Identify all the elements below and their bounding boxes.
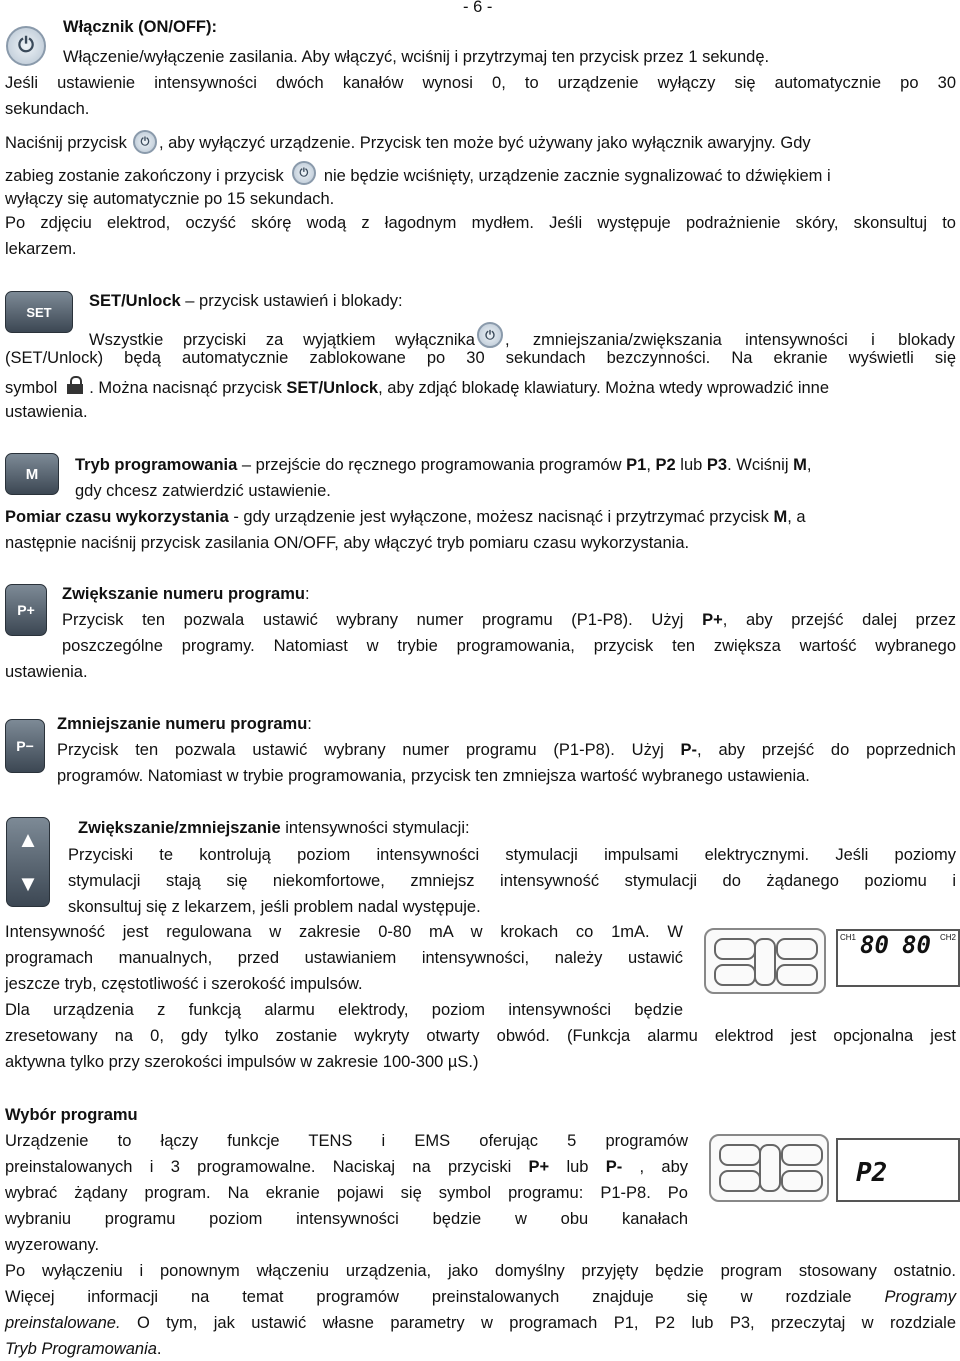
page-number: - 6 - bbox=[463, 0, 493, 16]
lcd-ch1-value: 80 bbox=[860, 931, 889, 959]
set-title: SET/Unlock – przycisk ustawień i blokady: bbox=[89, 292, 403, 310]
pad-key bbox=[781, 1170, 823, 1192]
lcd-program-value: P2 bbox=[856, 1158, 888, 1188]
pminus-text-2: programów. Natomiast w trybie programowania, przycisk ten zmniejsza wartość wybranego ustawienia. bbox=[57, 767, 810, 785]
mode-text-4: następnie naciśnij przycisk zasilania ON/OFF, aby włączyć tryb pomiaru czasu wykorzystania. bbox=[5, 534, 690, 552]
set-text-4: ustawienia. bbox=[5, 403, 88, 421]
onoff-title: Włącznik (ON/OFF): bbox=[63, 18, 217, 36]
intensity-text-3: skonsultuj się z lekarzem, jeśli problem nadal występuje. bbox=[68, 898, 481, 916]
set-text-3: symbol . Można nacisnąć przycisk SET/Unlock, aby zdjąć blokadę klawiatury. Można wtedy wprowadzić inne bbox=[5, 376, 829, 398]
mode-text-3: Pomiar czasu wykorzystania - gdy urządzenie jest wyłączone, możesz nacisnąć i przytrzymać przycisk M, a bbox=[5, 508, 806, 526]
arrow-down-icon: ▼ bbox=[17, 871, 39, 896]
set-unlock-button-icon: SET bbox=[5, 291, 73, 333]
pminus-text-1: Przycisk ten pozwala ustawić wybrany numer programu (P1-P8). Użyj P-, aby przejść do poprzednich bbox=[57, 741, 956, 759]
program-text-1: Urządzenie to łączy funkcje TENS i EMS oferując 5 programów bbox=[5, 1132, 688, 1150]
pplus-title: Zwiększanie numeru programu: bbox=[62, 585, 310, 603]
p-minus-button-icon: P− bbox=[5, 719, 45, 773]
onoff-text-7: Po zdjęciu elektrod, oczyść skórę wodą z łagodnym mydłem. Jeśli występuje podrażnienie skóry, skonsultuj to bbox=[5, 214, 956, 232]
mode-button-icon: M bbox=[5, 453, 59, 495]
pad-key bbox=[754, 938, 776, 986]
power-button-icon: ⏻ bbox=[292, 161, 316, 185]
pad-key bbox=[719, 1170, 761, 1192]
p-plus-button-icon: P+ bbox=[5, 584, 47, 636]
pad-key bbox=[714, 964, 756, 986]
program-title: Wybór programu bbox=[5, 1106, 138, 1124]
onoff-text-2: Jeśli ustawienie intensywności dwóch kanałów wynosi 0, to urządzenie wyłączy się automatycznie po 30 bbox=[5, 74, 956, 92]
lock-icon bbox=[65, 376, 85, 394]
pad-key bbox=[776, 964, 818, 986]
onoff-text-1: Włączenie/wyłączenie zasilania. Aby włączyć, wciśnij i przytrzymaj ten przycisk przez 1 sekundę. bbox=[63, 48, 770, 66]
arrow-up-icon: ▲ bbox=[17, 827, 39, 852]
onoff-text-5: zabieg zostanie zakończony i przycisk ⏻ nie będzie wciśnięty, urządzenie zacznie sygnalizować to dźwiękiem i bbox=[5, 161, 831, 186]
intensity-text-2: stymulacji stają się niekomfortowe, zmniejsz intensywność stymulacji do żądanego poziomu i bbox=[68, 872, 956, 890]
power-button-icon: ⏻ bbox=[477, 322, 503, 348]
intensity-text-6: jeszcze tryb, częstotliwość i szerokość impulsów. bbox=[5, 975, 363, 993]
onoff-text-3: sekundach. bbox=[5, 100, 90, 118]
power-button-icon: ⏻ bbox=[133, 130, 157, 154]
program-text-7: Więcej informacji na temat programów preinstalowanych znajduje się w rozdziale Programy bbox=[5, 1288, 956, 1306]
pad-key bbox=[776, 938, 818, 960]
mode-text-2: gdy chcesz zatwierdzić ustawienie. bbox=[75, 482, 331, 500]
intensity-text-8: zresetowany na 0, gdy tylko zostanie wykryty otwarty obwód. (Funkcja alarmu elektrod jest opcjonalna jest bbox=[5, 1027, 956, 1045]
pad-key bbox=[719, 1144, 761, 1166]
intensity-text-9: aktywna tylko przy szerokości impulsów w zakresie 100-300 µS.) bbox=[5, 1053, 479, 1071]
program-text-2: preinstalowanych i 3 programowalne. Naciskaj na przyciski P+ lub P- , aby bbox=[5, 1158, 689, 1176]
pplus-text-3: ustawienia. bbox=[5, 663, 88, 681]
intensity-lcd-display bbox=[836, 929, 960, 987]
intensity-buttons-icon bbox=[6, 817, 50, 907]
program-lcd-display bbox=[836, 1138, 960, 1202]
intensity-text-7: Dla urządzenia z funkcją alarmu elektrody, poziom intensywności będzie bbox=[5, 1001, 683, 1019]
program-text-8: preinstalowane. O tym, jak ustawić własne parametry w programach P1, P2 lub P3, przeczytaj w rozdziale bbox=[5, 1314, 956, 1332]
program-text-4: wybraniu programu poziom intensywności będzie w obu kanałach bbox=[5, 1210, 688, 1228]
pplus-text-2: poszczególne programy. Natomiast w trybie programowania, przycisk ten zwiększa wartość wybranego bbox=[62, 637, 956, 655]
mode-text-1: Tryb programowania – przejście do ręcznego programowania programów P1, P2 lub P3. Wciśnij M, bbox=[75, 456, 812, 474]
lcd-ch2-label: CH2 bbox=[939, 933, 956, 942]
intensity-button-pad bbox=[704, 928, 826, 994]
set-text-1: Wszystkie przyciski za wyjątkiem wyłącznika ⏻ , zmniejszania/zwiększania intensywności i blokady bbox=[89, 322, 956, 350]
power-button-icon: ⏻ bbox=[6, 26, 46, 66]
onoff-text-4: Naciśnij przycisk ⏻ , aby wyłączyć urządzenie. Przycisk ten może być używany jako wyłącznik awaryjny. Gdy bbox=[5, 130, 811, 154]
intensity-text-4: Intensywność jest regulowana w zakresie 0-80 mA w krokach co 1mA. W bbox=[5, 923, 683, 941]
program-text-9: Tryb Programowania. bbox=[5, 1340, 162, 1358]
program-text-5: wyzerowany. bbox=[5, 1236, 100, 1254]
lcd-ch1-label: CH1 bbox=[840, 933, 857, 942]
program-text-6: Po wyłączeniu i ponownym włączeniu urządzenia, jako domyślny przyjęty będzie program stosowany ostatnio. bbox=[5, 1262, 956, 1280]
intensity-text-5: programach manualnych, przed ustawianiem intensywności, należy ustawić bbox=[5, 949, 683, 967]
intensity-text-1: Przyciski te kontrolują poziom intensywności stymulacji impulsami elektrycznymi. Jeśli poziomy bbox=[68, 846, 956, 864]
onoff-text-8: lekarzem. bbox=[5, 240, 77, 258]
onoff-text-6: wyłączy się automatycznie po 15 sekundach. bbox=[5, 190, 335, 208]
pad-key bbox=[781, 1144, 823, 1166]
set-text-2: (SET/Unlock) będą automatycznie zablokowane po 30 sekundach bezczynności. Na ekranie wyświetli się bbox=[5, 349, 956, 367]
pad-key bbox=[714, 938, 756, 960]
program-text-3: wybrać żądany program. Na ekranie pojawi się symbol programu: P1-P8. Po bbox=[5, 1184, 688, 1202]
program-button-pad bbox=[709, 1134, 829, 1202]
pad-key bbox=[759, 1144, 781, 1192]
pplus-text-1: Przycisk ten pozwala ustawić wybrany numer programu (P1-P8). Użyj P+, aby przejść dalej przez bbox=[62, 611, 957, 629]
intensity-title: Zwiększanie/zmniejszanie intensywności stymulacji: bbox=[78, 819, 470, 837]
pminus-title: Zmniejszanie numeru programu: bbox=[57, 715, 312, 733]
lcd-ch2-value: 80 bbox=[902, 931, 931, 959]
